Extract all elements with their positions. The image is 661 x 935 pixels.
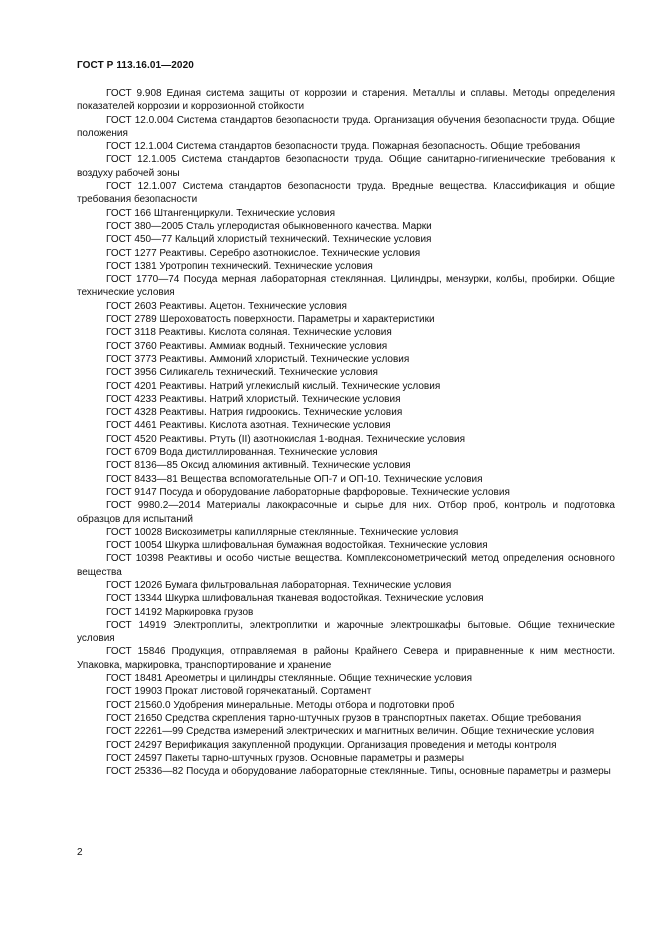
reference-item: ГОСТ 10028 Вискозиметры капиллярные стеклянные. Технические условия [106,526,459,538]
reference-item: ГОСТ 4233 Реактивы. Натрий хлористый. Технические условия [106,393,401,405]
reference-item: ГОСТ 6709 Вода дистиллированная. Технические условия [106,447,378,459]
reference-item: ГОСТ 24297 Верификация закупленной продукции. Организация проведения и методы контроля [106,739,557,751]
reference-item: ГОСТ 9147 Посуда и оборудование лабораторные фарфоровые. Технические условия [106,486,510,498]
reference-item: ГОСТ 22261—99 Средства измерений электрических и магнитных величин. Общие технические условия [106,726,595,738]
page-number: 2 [77,847,83,858]
reference-item: ГОСТ 3760 Реактивы. Аммиак водный. Технические условия [106,340,388,352]
reference-item: ГОСТ 166 Штангенциркули. Технические условия [106,207,335,219]
reference-item: ГОСТ 8136—85 Оксид алюминия активный. Технические условия [106,460,411,472]
reference-item: ГОСТ 12.1.005 Система стандартов безопасности труда. Общие санитарно-гигиенические требования к воздуху рабочей зоны [77,154,615,179]
reference-item: ГОСТ 2603 Реактивы. Ацетон. Технические условия [106,300,347,312]
reference-item: ГОСТ 9980.2—2014 Материалы лакокрасочные и сырье для них. Отбор проб, контроль и подготовка образцов для испытаний [77,500,615,525]
reference-item: ГОСТ 19903 Прокат листовой горячекатаный. Сортамент [106,686,372,698]
reference-item: ГОСТ 12.1.004 Система стандартов безопасности труда. Пожарная безопасность. Общие требования [106,141,581,153]
reference-item: ГОСТ 21560.0 Удобрения минеральные. Методы отбора и подготовки проб [106,699,455,711]
reference-item: ГОСТ 4461 Реактивы. Кислота азотная. Технические условия [106,420,391,432]
reference-item: ГОСТ 3118 Реактивы. Кислота соляная. Технические условия [106,327,392,339]
reference-item: ГОСТ 380—2005 Сталь углеродистая обыкновенного качества. Марки [106,220,432,232]
reference-item: ГОСТ 4201 Реактивы. Натрий углекислый кислый. Технические условия [106,380,441,392]
references-list [77,87,615,778]
reference-item: ГОСТ 3773 Реактивы. Аммоний хлористый. Технические условия [106,353,410,365]
reference-item: ГОСТ 3956 Силикагель технический. Технические условия [106,367,378,379]
reference-item: ГОСТ 10398 Реактивы и особо чистые вещества. Комплексонометрический метод определения основного вещества [77,553,615,578]
reference-item: ГОСТ 1770—74 Посуда мерная лабораторная стеклянная. Цилиндры, мензурки, колбы, пробирки. Общие технические условия [77,274,615,299]
reference-item: ГОСТ 25336—82 Посуда и оборудование лабораторные стеклянные. Типы, основные параметры и размеры [106,766,611,778]
reference-item: ГОСТ 4520 Реактивы. Ртуть (II) азотнокислая 1-водная. Технические условия [106,433,466,445]
reference-item: ГОСТ 1277 Реактивы. Серебро азотнокислое. Технические условия [106,247,421,259]
reference-item: ГОСТ 21650 Средства скрепления тарно-штучных грузов в транспортных пакетах. Общие требования [106,712,582,724]
reference-item: ГОСТ 12.0.004 Система стандартов безопасности труда. Организация обучения безопасности труда. Общие положения [77,114,615,139]
reference-item: ГОСТ 10054 Шкурка шлифовальная бумажная водостойкая. Технические условия [106,540,488,552]
reference-item: ГОСТ 450—77 Кальций хлористый технический. Технические условия [106,234,432,246]
reference-item: ГОСТ 2789 Шероховатость поверхности. Параметры и характеристики [106,314,435,326]
document-header: ГОСТ Р 113.16.01—2020 [77,60,194,71]
reference-item: ГОСТ 9.908 Единая система защиты от коррозии и старения. Металлы и сплавы. Методы определения показателей коррозии и коррозионной стойкости [77,88,615,113]
reference-item: ГОСТ 1381 Уротропин технический. Технические условия [106,260,373,272]
reference-item: ГОСТ 4328 Реактивы. Натрия гидроокись. Технические условия [106,407,403,419]
reference-item: ГОСТ 14192 Маркировка грузов [106,606,254,618]
reference-item: ГОСТ 24597 Пакеты тарно-штучных грузов. Основные параметры и размеры [106,752,465,764]
reference-item: ГОСТ 15846 Продукция, отправляемая в районы Крайнего Севера и приравненные к ним местности. Упаковка, маркировка, транспортирование и хранение [77,646,615,671]
reference-item: ГОСТ 14919 Электроплиты, электроплитки и жарочные электрошкафы бытовые. Общие технические условия [77,619,615,645]
reference-item: ГОСТ 8433—81 Вещества вспомогательные ОП-7 и ОП-10. Технические условия [106,473,483,485]
reference-item: ГОСТ 12026 Бумага фильтровальная лабораторная. Технические условия [106,579,452,591]
reference-item: ГОСТ 12.1.007 Система стандартов безопасности труда. Вредные вещества. Классификация и общие требования безопасности [77,181,615,206]
reference-item: ГОСТ 13344 Шкурка шлифовальная тканевая водостойкая. Технические условия [106,593,484,605]
reference-item: ГОСТ 18481 Ареометры и цилиндры стеклянные. Общие технические условия [106,673,473,685]
